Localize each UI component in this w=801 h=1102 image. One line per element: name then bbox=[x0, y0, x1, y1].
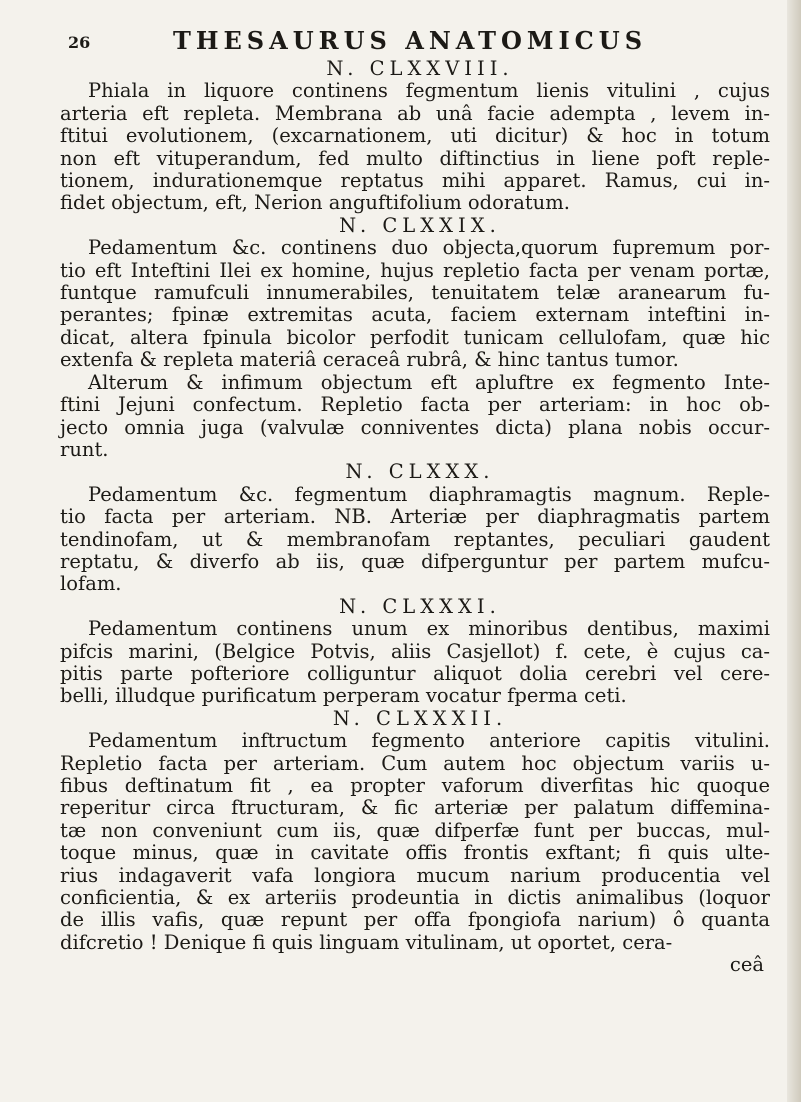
text-line: tendinofam, ut & membranofam reptantes, peculiari gaudent bbox=[60, 527, 770, 551]
text-line: Alterum & infimum objectum eft apluftre ex fegmento Inte- bbox=[88, 370, 770, 394]
text-line: tio facta per arteriam. NB. Arteriæ per diaphragmatis partem bbox=[60, 505, 770, 529]
text-line: Pedamentum continens unum ex minoribus dentibus, maximi bbox=[88, 617, 770, 641]
text-line: tæ non conveniunt cum iis, quæ difperfæ funt per buccas, mul- bbox=[60, 818, 770, 842]
section-paragraph bbox=[60, 237, 770, 371]
section-paragraph bbox=[60, 730, 770, 954]
text-line: runt. bbox=[60, 437, 109, 461]
section-heading: N. CLXXVIII. bbox=[326, 57, 514, 80]
section-paragraph bbox=[60, 80, 770, 214]
text-line: ftini Jejuni confectum. Repletio facta per arteriam: in hoc ob- bbox=[60, 393, 770, 417]
text-line: tionem, indurationemque reptatus mihi apparet. Ramus, cui in- bbox=[60, 169, 770, 193]
page-number: 26 bbox=[68, 33, 91, 52]
section-heading: N. CLXXIX. bbox=[339, 213, 501, 237]
text-line: funtque ramufculi innumerabiles, tenuitatem telæ aranearum fu- bbox=[60, 281, 770, 305]
running-title: THESAURUS ANATOMICUS bbox=[172, 26, 648, 55]
running-head bbox=[60, 26, 770, 58]
text-line: tio eft Inteftini Ilei ex homine, hujus repletio facta per venam portæ, bbox=[60, 258, 770, 282]
text-line: toque minus, quæ in cavitate offis frontis exftant; fi quis ulte- bbox=[60, 841, 770, 865]
text-line: Pedamentum &c. continens duo objecta,quorum fupremum por- bbox=[88, 236, 770, 260]
text-line: arteria eft repleta. Membrana ab unâ facie adempta , levem in- bbox=[60, 101, 770, 125]
page-edge bbox=[787, 0, 801, 1102]
section-heading: N. CLXXXII. bbox=[332, 706, 508, 730]
text-line: pitis parte pofteriore colliguntur aliquot dolia cerebri vel cere- bbox=[60, 661, 770, 685]
text-line: reperitur circa ftructuram, & fic arteriæ per palatum diffemina- bbox=[60, 796, 770, 820]
text-line: Pedamentum inftructum fegmento anteriore capitis vitulini. bbox=[88, 729, 770, 753]
text-line: Phiala in liquore continens fegmentum lienis vitulini , cujus bbox=[88, 79, 770, 103]
text-line: belli, illudque purificatum perperam vocatur fperma ceti. bbox=[60, 684, 627, 708]
text-line: rius indagaverit vafa longiora mucum narium producentia vel bbox=[60, 863, 770, 887]
text-line: de illis vafis, quæ repunt per offa fpongiofa narium) ô quanta bbox=[60, 908, 770, 932]
text-line: dicat, altera fpinula bicolor perfodit tunicam cellulofam, quæ hic bbox=[60, 325, 770, 349]
text-line: ftitui evolutionem, (excarnationem, uti dicitur) & hoc in totum bbox=[60, 124, 770, 148]
book-page bbox=[60, 26, 770, 977]
section-paragraph bbox=[60, 484, 770, 596]
catchword: ceâ bbox=[729, 953, 764, 977]
section-heading: N. CLXXX. bbox=[345, 460, 495, 484]
text-line: perantes; fpinæ extremitas acuta, faciem externam inteftini in- bbox=[60, 303, 770, 327]
sections bbox=[60, 58, 770, 954]
text-line: Pedamentum &c. fegmentum diaphramagtis magnum. Reple- bbox=[88, 482, 770, 506]
text-line: conficientia, & ex arteriis prodeuntia in dictis animalibus (loquor bbox=[60, 886, 770, 910]
section-paragraph bbox=[60, 372, 770, 462]
section-paragraph bbox=[60, 618, 770, 708]
text-line: non eft vituperandum, fed multo diftinctius in liene poft reple- bbox=[60, 146, 770, 170]
section-heading: N. CLXXXI. bbox=[339, 594, 501, 618]
text-line: lofam. bbox=[60, 572, 122, 596]
text-line: Repletio facta per arteriam. Cum autem hoc objectum variis u- bbox=[60, 751, 770, 775]
text-line: reptatu, & diverfo ab iis, quæ difperguntur per partem mufcu- bbox=[60, 549, 770, 573]
text-line: fidet objectum, eft, Nerion anguftifolium odoratum. bbox=[60, 191, 570, 215]
text-line: difcretio ! Denique fi quis linguam vitulinam, ut oportet, cera- bbox=[60, 930, 673, 954]
text-line: pifcis marini, (Belgice Potvis, aliis Casjellot) f. cete, è cujus ca- bbox=[60, 639, 770, 663]
text-line: jecto omnia juga (valvulæ conniventes dicta) plana nobis occur- bbox=[60, 415, 770, 439]
text-line: fibus deftinatum fit , ea propter vaforum diverfitas hic quoque bbox=[60, 774, 770, 797]
text-line: extenfa & repleta materiâ ceraceâ rubrâ, & hinc tantus tumor. bbox=[60, 348, 679, 372]
